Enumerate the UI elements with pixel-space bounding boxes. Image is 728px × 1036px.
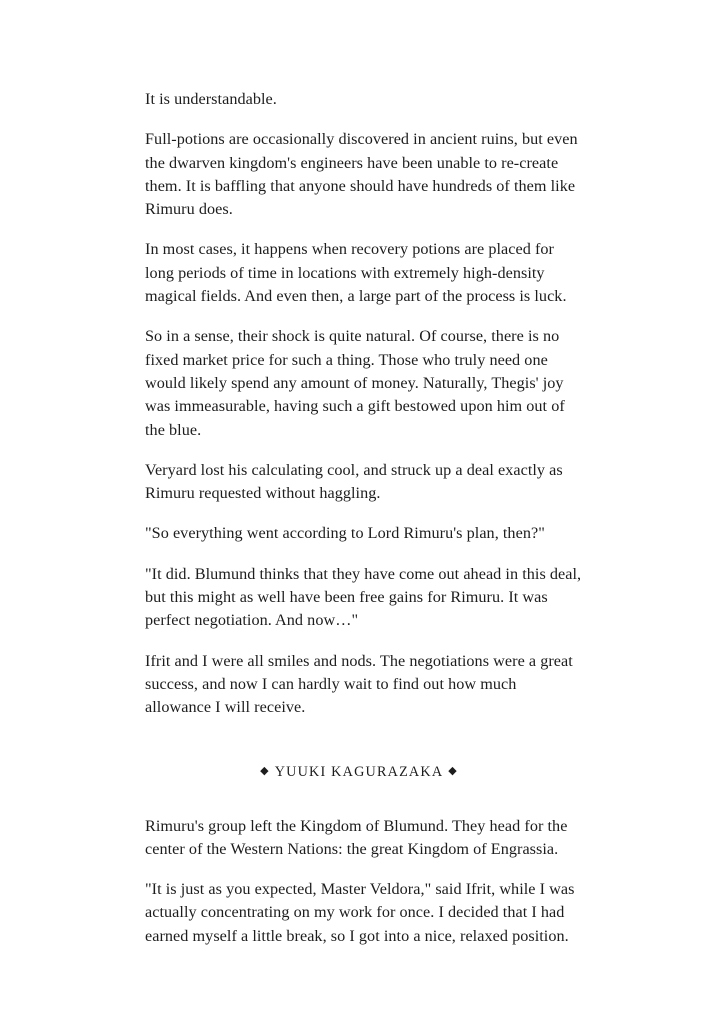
body-text-column [145,88,583,948]
diamond-ornament-right: ◆ [448,765,458,778]
diamond-ornament-left: ◆ [260,765,270,778]
paragraph: In most cases, it happens when recovery potions are placed for long periods of time in locations with extremely high-density magical fields. And even then, a large part of the process is luck. [145,240,567,306]
paragraph: So in a sense, their shock is quite natural. Of course, there is no fixed market price for such a thing. Those who truly need one would likely spend any amount of money. Naturally, Thegis' joy was immeasurable, having such a gift bestowed upon him out of the blue. [145,327,565,439]
scene-break-label: YUUKI KAGURAZAKA [274,763,444,780]
paragraph: "It is just as you expected, Master Veldora," said Ifrit, while I was actually concentrating on my work for once. I decided that I had earned myself a little break, so I got into a nice, relaxed position. [145,880,575,945]
paragraph: "It did. Blumund thinks that they have come out ahead in this deal, but this might as well have been free gains for Rimuru. It was perfect negotiation. And now…" [145,564,582,630]
paragraph: Rimuru's group left the Kingdom of Blumund. They head for the center of the Western Nations: the great Kingdom of Engrassia. [145,816,568,858]
paragraph: It is understandable. [145,90,277,108]
paragraph: Veryard lost his calculating cool, and struck up a deal exactly as Rimuru requested without haggling. [145,460,563,503]
paragraph: "So everything went according to Lord Rimuru's plan, then?" [145,524,545,543]
scene-break-heading [145,764,583,781]
paragraph: Ifrit and I were all smiles and nods. The negotiations were a great success, and now I can hardly wait to find out how much allowance I will receive. [145,651,573,717]
paragraph: Full-potions are occasionally discovered in ancient ruins, but even the dwarven kingdom's engineers have been unable to re-create them. It is baffling that anyone should have hundreds of them like Rimuru does. [145,130,578,219]
